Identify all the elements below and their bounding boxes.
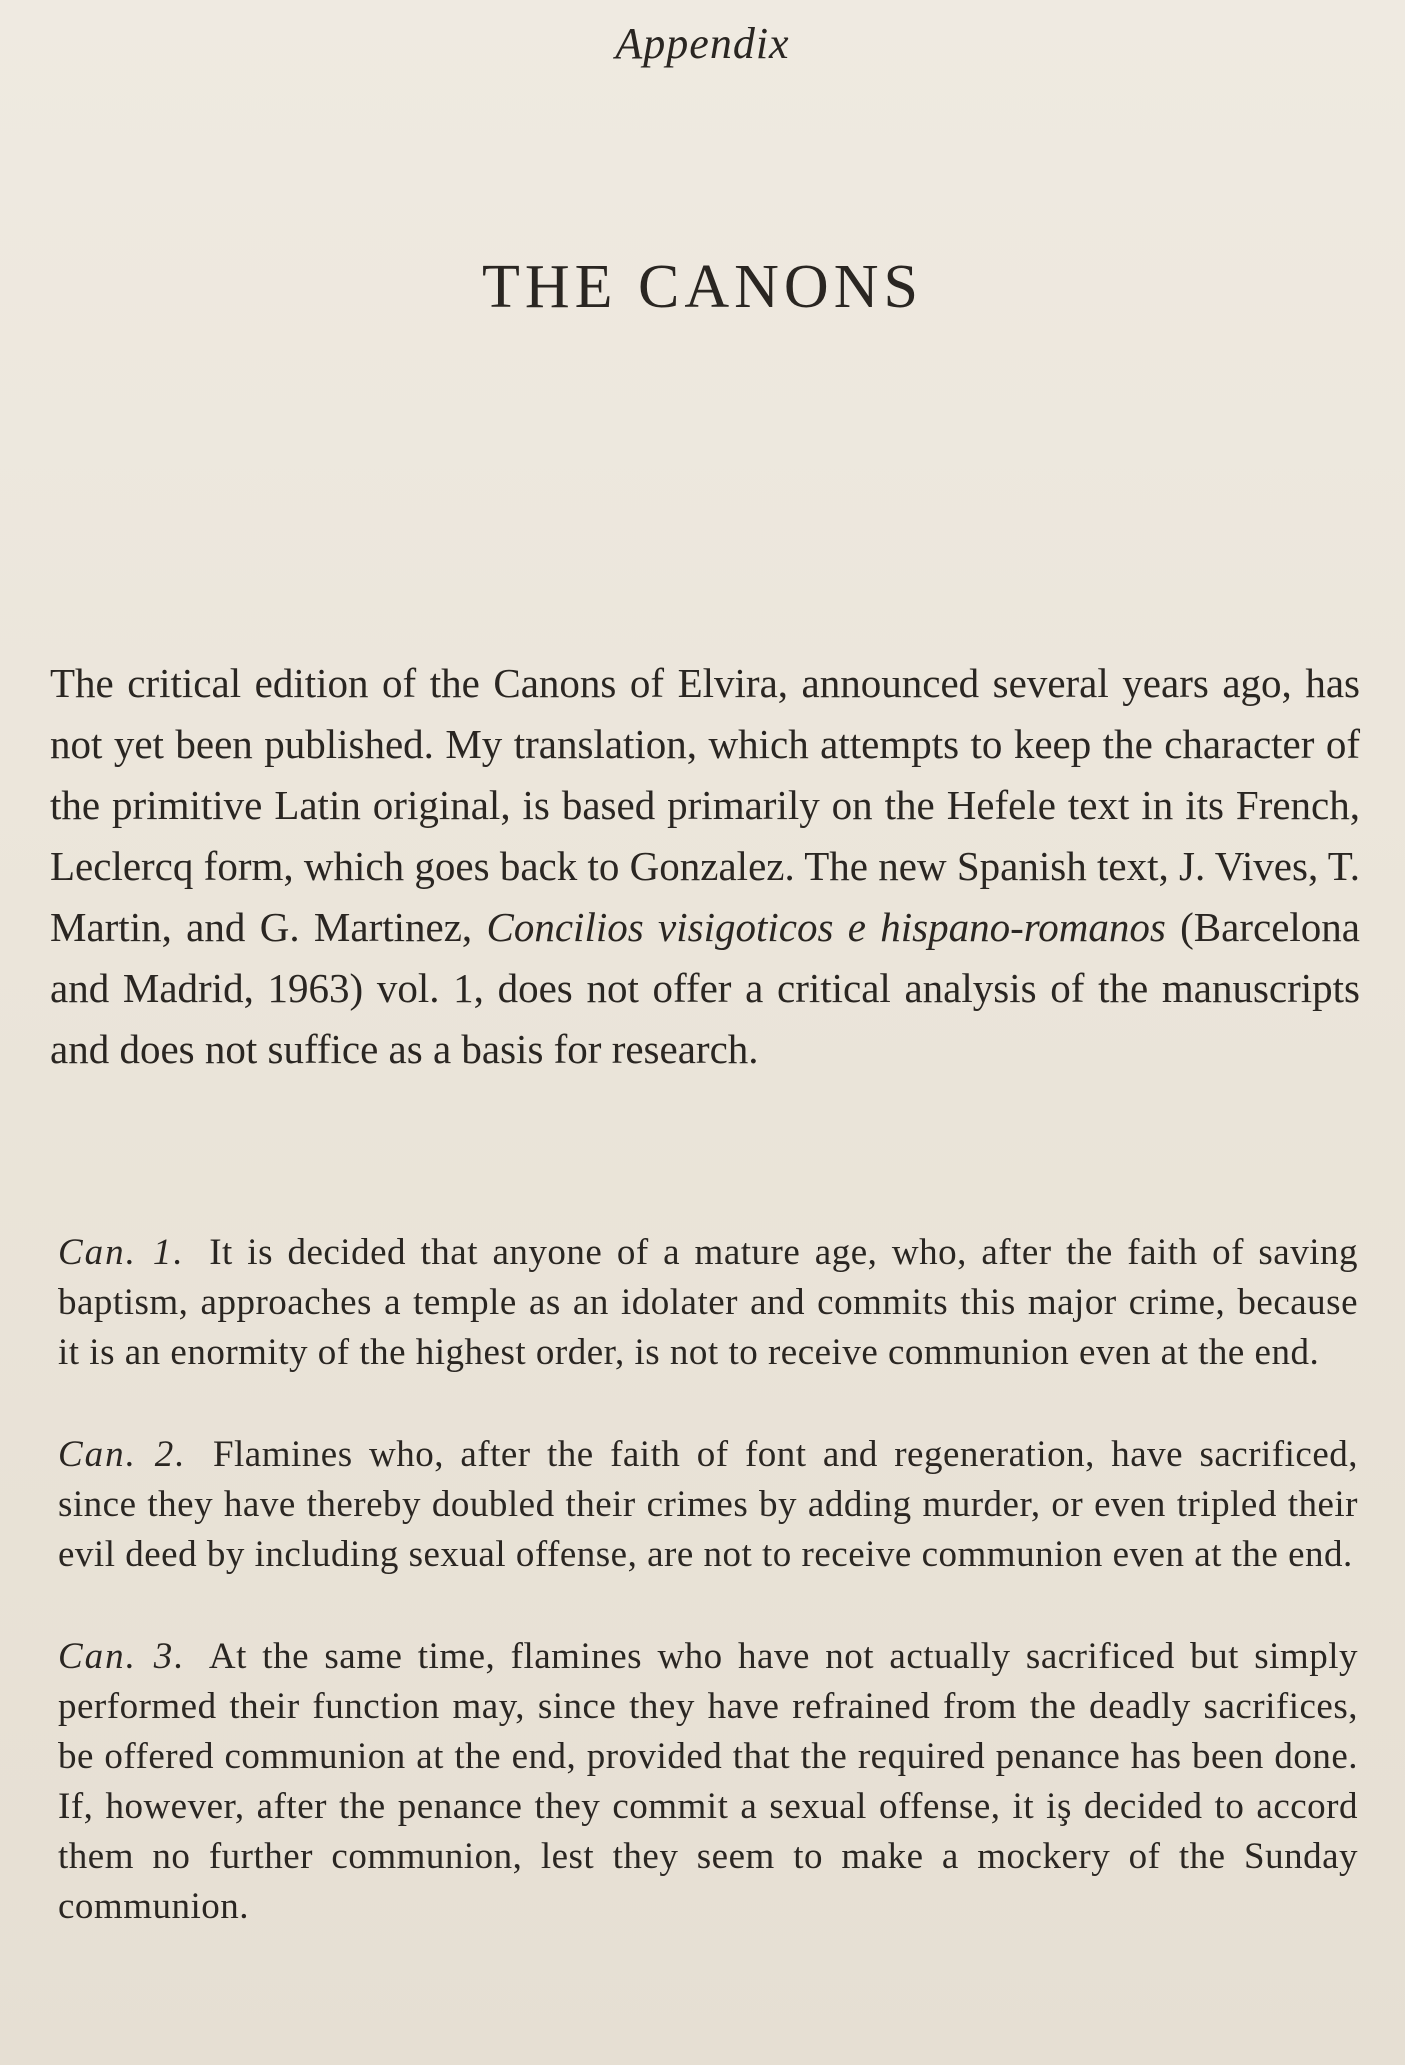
intro-book-title: Concilios visigoticos e hispano-romanos	[486, 904, 1166, 950]
intro-paragraph	[50, 653, 1360, 1080]
canon-3	[58, 1632, 1358, 1932]
canon-1	[58, 1228, 1358, 1378]
canon-2	[58, 1430, 1358, 1580]
running-head: Appendix	[615, 19, 790, 68]
intro-text-before: The critical edition of the Canons of Elvira, announced several years ago, has not yet been published. My translation, which attempts to keep the character of the primitive Latin original, is based primarily on the Hefele text in its French, Leclercq form, which goes back to Gonzalez. The new Spanish text, J. Vives, T. Martin, and G. Martinez,	[50, 660, 1360, 950]
intro-text-after: (Barcelona and Madrid, 1963) vol. 1, does not offer a critical analysis of the manuscripts and does not suffice as a basis for research.	[50, 904, 1360, 1072]
canons-list	[58, 1228, 1358, 1984]
canon-text: It is decided that anyone of a mature age, who, after the faith of saving baptism, approaches a temple as an idolater and commits this major crime, because it is an enormity of the highest order, is not to receive communion even at the end.	[58, 1232, 1359, 1373]
chapter-title: THE CANONS	[482, 253, 923, 321]
canon-text: Flamines who, after the faith of font and regeneration, have sacrificed, since they have thereby doubled their crimes by adding murder, or even tripled their evil deed by including sexual offense, are not to receive communion even at the end.	[58, 1434, 1359, 1575]
canon-number: Can. 1.	[58, 1232, 185, 1273]
canon-number: Can. 3.	[58, 1636, 186, 1677]
canon-number: Can. 2.	[58, 1434, 187, 1475]
canon-text: At the same time, flamines who have not actually sacrificed but simply performed their function may, since they have refrained from the deadly sacrifices, be offered communion at the end, provided that the required penance has been done. If, however, after the penance they commit a sexual offense, it iş decided to accord them no further communion, lest they seem to make a mockery of the Sunday communion.	[58, 1636, 1358, 1927]
